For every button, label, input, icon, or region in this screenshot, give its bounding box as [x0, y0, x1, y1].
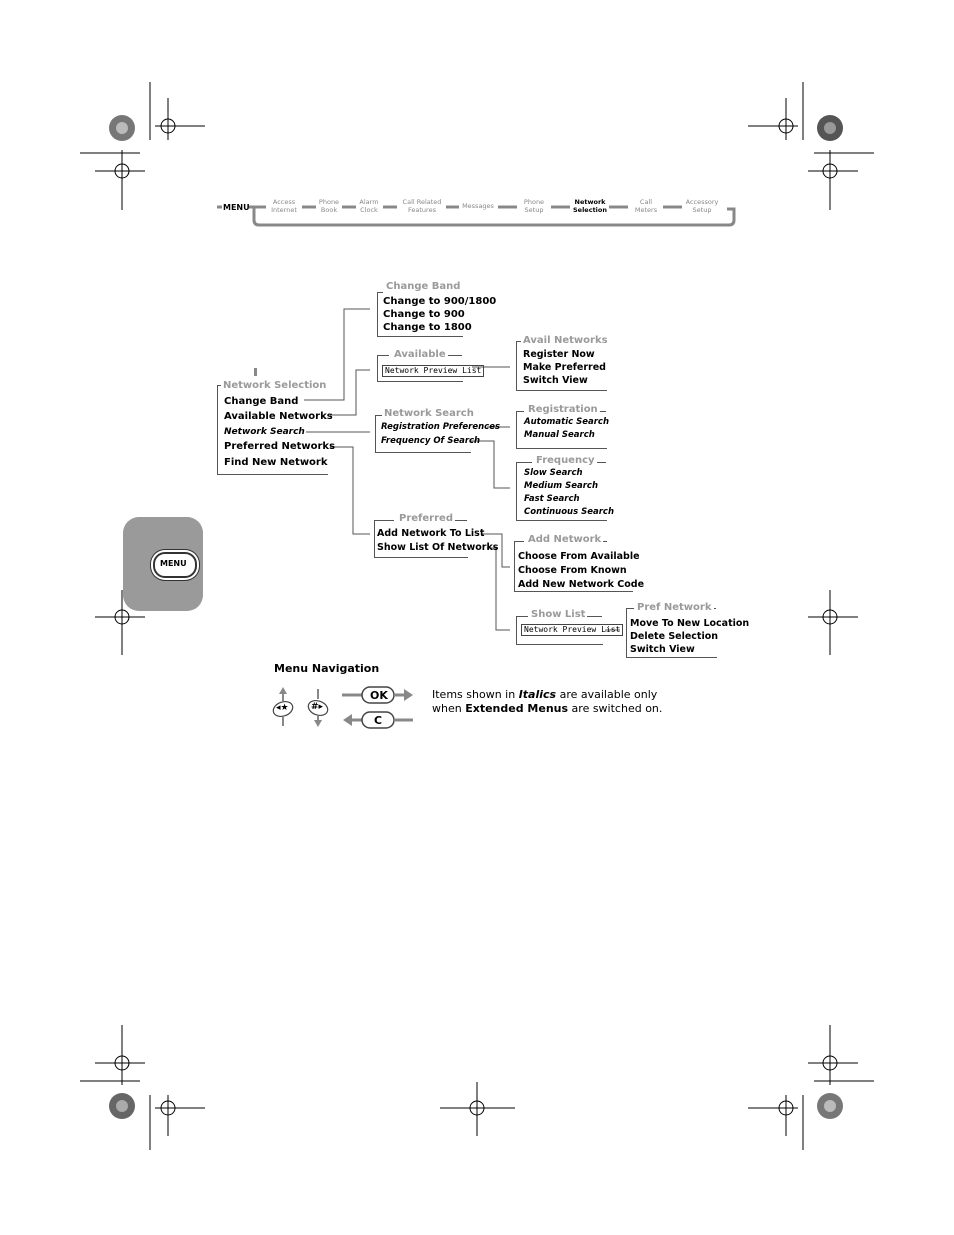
- avail-networks-item-register-now[interactable]: Register Now: [523, 349, 595, 360]
- avail-networks-item-switch-view[interactable]: Switch View: [523, 375, 588, 386]
- show-list-title: Show List: [531, 609, 586, 620]
- star-key-glyph: ◂★: [276, 703, 289, 713]
- preferred-item-show-list-of-networks[interactable]: Show List Of Networks: [377, 542, 499, 553]
- frequency-item-fast-search[interactable]: Fast Search: [524, 494, 580, 504]
- frequency-item-continuous-search[interactable]: Continuous Search: [524, 507, 615, 517]
- available-network-preview-list[interactable]: Network Preview List: [382, 365, 484, 377]
- nav-item-alarm-clock[interactable]: [339, 198, 399, 214]
- pref-network-item-switch-view[interactable]: Switch View: [630, 644, 695, 655]
- add-network-title: Add Network: [528, 534, 602, 545]
- add-network-item-choose-from-known[interactable]: Choose From Known: [518, 565, 627, 576]
- add-network-item-add-new-network-code[interactable]: Add New Network Code: [518, 579, 645, 590]
- change-band-item-1800[interactable]: Change to 1800: [383, 322, 472, 333]
- nav-item-line1: Access: [272, 198, 296, 206]
- nav-item-line2: Setup: [524, 206, 544, 214]
- nav-item-accessory-setup[interactable]: [672, 198, 732, 214]
- avail-networks-item-make-preferred[interactable]: Make Preferred: [523, 362, 606, 373]
- registration-marks: [80, 82, 874, 1150]
- nav-item-line2: Internet: [271, 206, 297, 214]
- registration-title: Registration: [528, 404, 598, 415]
- menu-navigation-title: Menu Navigation: [274, 662, 380, 675]
- nav-menu-label[interactable]: MENU: [223, 203, 250, 212]
- nav-item-line2: Book: [320, 206, 338, 214]
- c-key-label[interactable]: C: [374, 714, 383, 727]
- italics-note: Items shown in Italics are available only when Extended Menus are switched on.: [432, 688, 663, 715]
- nav-item-line1: Call: [639, 198, 653, 206]
- network-selection-title: Network Selection: [223, 380, 327, 391]
- frequency-title: Frequency: [536, 455, 595, 466]
- registration-item-manual-search[interactable]: Manual Search: [524, 430, 595, 440]
- pref-network-item-delete-selection[interactable]: Delete Selection: [630, 631, 719, 642]
- network-selection-item-network-search[interactable]: Network Search: [224, 427, 305, 437]
- nav-item-line2: Meters: [634, 206, 658, 214]
- network-selection-item-preferred-networks[interactable]: Preferred Networks: [224, 441, 336, 452]
- nav-item-messages[interactable]: [448, 202, 508, 210]
- menu-key-label: MENU: [160, 559, 187, 568]
- nav-item-call-meters[interactable]: [616, 198, 676, 214]
- change-band-item-900[interactable]: Change to 900: [383, 309, 465, 320]
- nav-item-call-related-features[interactable]: [392, 198, 452, 214]
- nav-item-line1: Phone: [318, 198, 340, 206]
- available-title: Available: [394, 349, 446, 360]
- nav-item-phone-setup[interactable]: [504, 198, 564, 214]
- nav-item-line2: Features: [408, 206, 436, 214]
- nav-item-line2: Clock: [360, 206, 378, 214]
- nav-key-icons: [271, 687, 413, 728]
- nav-item-line2: Setup: [692, 206, 712, 214]
- pref-network-title: Pref Network: [637, 602, 712, 613]
- avail-networks-title: Avail Networks: [523, 335, 608, 346]
- show-list-network-preview-list[interactable]: Network Preview List: [521, 624, 623, 636]
- registration-item-automatic-search[interactable]: Automatic Search: [524, 417, 610, 427]
- frequency-item-medium-search[interactable]: Medium Search: [524, 481, 598, 491]
- preferred-title: Preferred: [399, 513, 453, 524]
- network-search-item-frequency-of-search[interactable]: Frequency Of Search: [381, 436, 481, 446]
- network-selection-item-change-band[interactable]: Change Band: [224, 396, 299, 407]
- nav-item-line2: Selection: [572, 206, 607, 214]
- network-selection-item-find-new-network[interactable]: Find New Network: [224, 457, 328, 468]
- pref-network-item-move-to-new-location[interactable]: Move To New Location: [630, 618, 750, 629]
- network-search-item-registration-preferences[interactable]: Registration Preferences: [381, 422, 501, 432]
- change-band-title: Change Band: [386, 281, 461, 292]
- nav-item-line1: Messages: [462, 202, 494, 210]
- ok-key-label[interactable]: OK: [370, 689, 388, 702]
- hash-key-glyph: #▸: [311, 702, 324, 712]
- nav-item-line1: Call Related: [402, 198, 442, 206]
- network-selection-item-available-networks[interactable]: Available Networks: [224, 411, 333, 422]
- change-band-item-900-1800[interactable]: Change to 900/1800: [383, 296, 497, 307]
- nav-item-network-selection[interactable]: [560, 198, 620, 214]
- preferred-item-add-network-to-list[interactable]: Add Network To List: [377, 528, 485, 539]
- network-search-title: Network Search: [384, 408, 474, 419]
- nav-item-line1: Phone: [523, 198, 545, 206]
- nav-item-line1: Alarm: [359, 198, 379, 206]
- frequency-item-slow-search[interactable]: Slow Search: [524, 468, 583, 478]
- add-network-item-choose-from-available[interactable]: Choose From Available: [518, 551, 640, 562]
- nav-item-line1: Network: [574, 198, 606, 206]
- nav-item-line1: Accessory: [685, 198, 719, 206]
